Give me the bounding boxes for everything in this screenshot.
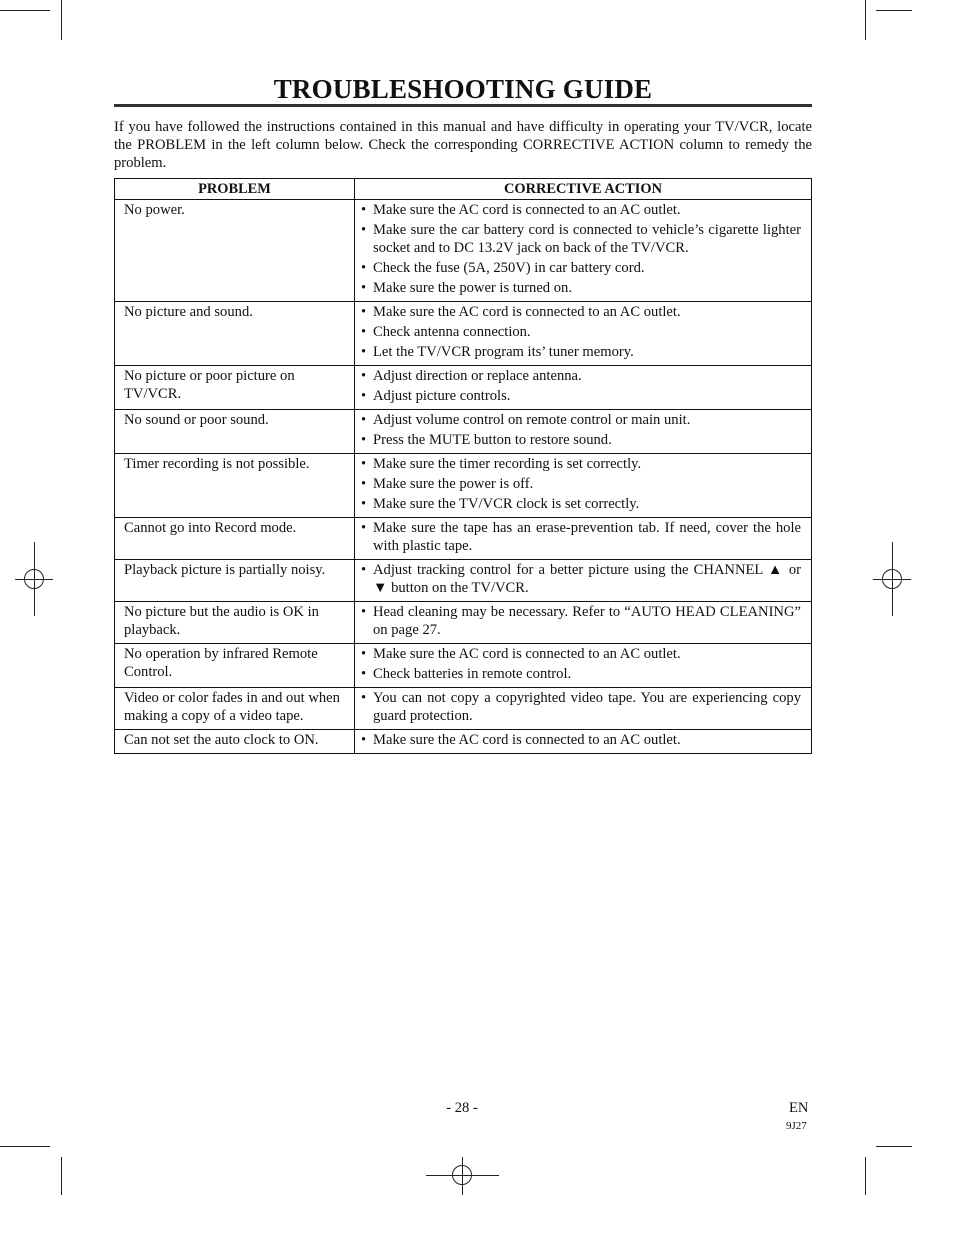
corrective-action-item: • Adjust direction or replace antenna. bbox=[361, 367, 801, 385]
corrective-action-cell bbox=[355, 602, 812, 644]
crop-mark bbox=[61, 0, 62, 40]
corrective-action-item: • Make sure the AC cord is connected to an AC outlet. bbox=[361, 645, 801, 663]
corrective-action-cell bbox=[355, 644, 812, 688]
corrective-action-list bbox=[361, 455, 801, 513]
crop-mark bbox=[865, 0, 866, 40]
corrective-action-list bbox=[361, 519, 801, 555]
corrective-action-item: • Adjust picture controls. bbox=[361, 387, 801, 405]
problem-cell: No operation by infrared Remote Control. bbox=[115, 644, 355, 688]
problem-cell: No picture and sound. bbox=[115, 302, 355, 366]
corrective-action-cell bbox=[355, 302, 812, 366]
corrective-action-item: • Let the TV/VCR program its’ tuner memory. bbox=[361, 343, 801, 361]
corrective-action-cell bbox=[355, 518, 812, 560]
corrective-action-item: • Adjust tracking control for a better picture using the CHANNEL ▲ or ▼ button on the TV/VCR. bbox=[361, 561, 801, 597]
corrective-action-item: • Make sure the TV/VCR clock is set correctly. bbox=[361, 495, 801, 513]
problem-cell: Cannot go into Record mode. bbox=[115, 518, 355, 560]
corrective-action-list bbox=[361, 689, 801, 725]
corrective-action-list bbox=[361, 303, 801, 361]
table-header-row bbox=[115, 179, 812, 200]
corrective-action-list bbox=[361, 645, 801, 683]
problem-cell: Can not set the auto clock to ON. bbox=[115, 730, 355, 754]
problem-cell: No power. bbox=[115, 200, 355, 302]
page-number: - 28 - bbox=[446, 1100, 478, 1116]
crop-mark bbox=[876, 10, 912, 11]
problem-cell: Timer recording is not possible. bbox=[115, 454, 355, 518]
corrective-action-item: • Check antenna connection. bbox=[361, 323, 801, 341]
page-title: TROUBLESHOOTING GUIDE bbox=[273, 74, 653, 104]
corrective-action-item: • Adjust volume control on remote control or main unit. bbox=[361, 411, 801, 429]
corrective-action-list bbox=[361, 201, 801, 297]
problem-cell: No sound or poor sound. bbox=[115, 410, 355, 454]
crop-mark bbox=[865, 1157, 866, 1195]
table-row bbox=[115, 560, 812, 602]
corrective-action-cell bbox=[355, 410, 812, 454]
crop-mark bbox=[61, 1157, 62, 1195]
corrective-action-list bbox=[361, 561, 801, 597]
table-row bbox=[115, 410, 812, 454]
table-row bbox=[115, 602, 812, 644]
corrective-action-cell bbox=[355, 688, 812, 730]
corrective-action-item: • Check batteries in remote control. bbox=[361, 665, 801, 683]
crop-mark bbox=[0, 10, 50, 11]
table-row bbox=[115, 518, 812, 560]
corrective-action-list bbox=[361, 603, 801, 639]
corrective-action-item: • Head cleaning may be necessary. Refer to “AUTO HEAD CLEANING” on page 27. bbox=[361, 603, 801, 639]
table-row bbox=[115, 730, 812, 754]
corrective-action-item: • Check the fuse (5A, 250V) in car battery cord. bbox=[361, 259, 801, 277]
problem-cell: No picture but the audio is OK in playback. bbox=[115, 602, 355, 644]
corrective-action-item: • Make sure the power is off. bbox=[361, 475, 801, 493]
table-row bbox=[115, 302, 812, 366]
intro-paragraph: If you have followed the instructions contained in this manual and have difficulty in operating your TV/VCR, locate the PROBLEM in the left column below. Check the corresponding CORRECTIVE ACTION column to remedy the problem. bbox=[114, 119, 812, 171]
corrective-action-item: • Make sure the AC cord is connected to an AC outlet. bbox=[361, 303, 801, 321]
language-code: EN bbox=[789, 1100, 809, 1116]
table-row bbox=[115, 200, 812, 302]
problem-column-header: PROBLEM bbox=[115, 179, 355, 200]
corrective-action-item: • Make sure the AC cord is connected to an AC outlet. bbox=[361, 731, 801, 749]
registration-mark bbox=[882, 569, 902, 589]
corrective-action-item: • Make sure the car battery cord is connected to vehicle’s cigarette lighter socket and to DC 13.2V jack on back of the TV/VCR. bbox=[361, 221, 801, 257]
crop-mark bbox=[876, 1146, 912, 1147]
registration-mark bbox=[24, 569, 44, 589]
corrective-action-column-header: CORRECTIVE ACTION bbox=[355, 179, 812, 200]
corrective-action-item: • Make sure the AC cord is connected to an AC outlet. bbox=[361, 201, 801, 219]
crop-mark bbox=[0, 1146, 50, 1147]
registration-mark bbox=[452, 1165, 472, 1185]
table-row bbox=[115, 644, 812, 688]
corrective-action-list bbox=[361, 411, 801, 449]
problem-cell: Playback picture is partially noisy. bbox=[115, 560, 355, 602]
troubleshooting-table bbox=[114, 178, 812, 754]
corrective-action-list bbox=[361, 367, 801, 405]
table-row bbox=[115, 688, 812, 730]
corrective-action-cell bbox=[355, 560, 812, 602]
corrective-action-cell bbox=[355, 366, 812, 410]
document-code: 9J27 bbox=[786, 1120, 807, 1132]
table-row bbox=[115, 366, 812, 410]
corrective-action-item: • Make sure the timer recording is set correctly. bbox=[361, 455, 801, 473]
corrective-action-cell bbox=[355, 200, 812, 302]
corrective-action-item: • Make sure the tape has an erase-prevention tab. If need, cover the hole with plastic tape. bbox=[361, 519, 801, 555]
problem-cell: No picture or poor picture on TV/VCR. bbox=[115, 366, 355, 410]
title-underline bbox=[114, 104, 812, 107]
table-body bbox=[115, 200, 812, 754]
corrective-action-cell bbox=[355, 730, 812, 754]
table-row bbox=[115, 454, 812, 518]
corrective-action-item: • You can not copy a copyrighted video tape. You are experiencing copy guard protection. bbox=[361, 689, 801, 725]
corrective-action-list bbox=[361, 731, 801, 749]
corrective-action-cell bbox=[355, 454, 812, 518]
corrective-action-item: • Make sure the power is turned on. bbox=[361, 279, 801, 297]
problem-cell: Video or color fades in and out when making a copy of a video tape. bbox=[115, 688, 355, 730]
corrective-action-item: • Press the MUTE button to restore sound. bbox=[361, 431, 801, 449]
